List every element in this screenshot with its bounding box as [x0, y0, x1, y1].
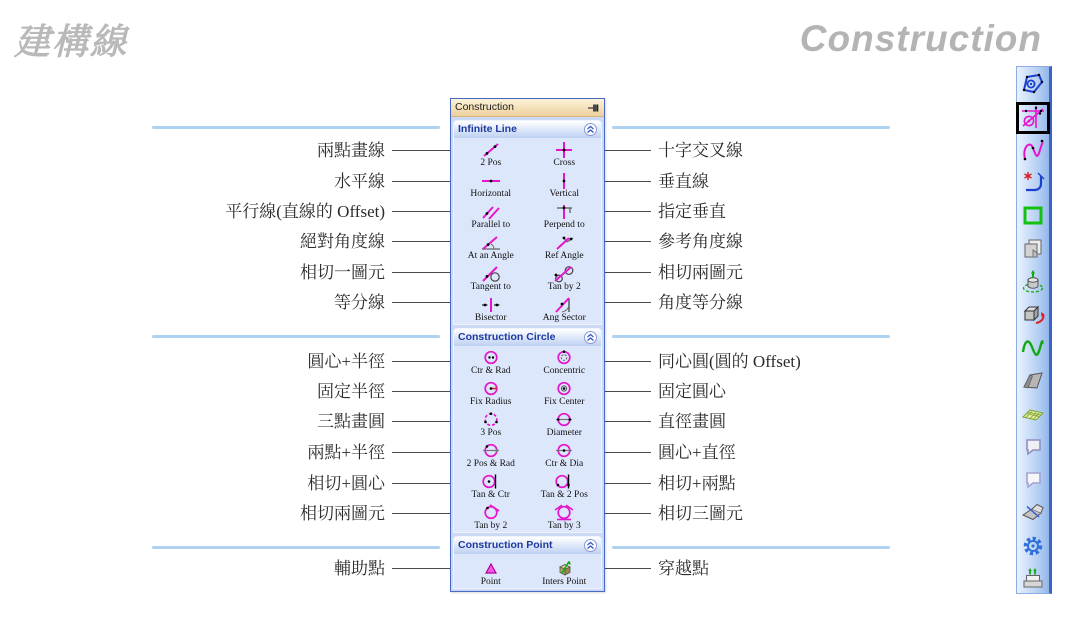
tool-caption: Perpend to [543, 219, 585, 230]
two-pos-rad-icon [478, 442, 504, 460]
fix-center-icon [551, 380, 577, 398]
tool-cross[interactable] [528, 138, 602, 169]
toolbar-callout-note-2-button[interactable] [1019, 468, 1047, 494]
callout-label: 兩點+半徑 [307, 442, 385, 462]
tool-caption: Tangent to [470, 281, 511, 292]
callout-label: 相切+兩點 [658, 473, 736, 493]
tangent-to-icon [478, 265, 504, 283]
tool-tan-by-2[interactable] [528, 262, 602, 293]
toolbar-sketch-polygon-button[interactable] [1019, 72, 1047, 98]
sketch-polygon-icon [1020, 71, 1046, 100]
callout-connector-line [392, 452, 450, 453]
tool-caption: Concentric [543, 365, 586, 376]
callout-connector-line [605, 272, 651, 273]
ctr-dia-icon [551, 442, 577, 460]
chevron-up-icon[interactable] [584, 539, 597, 552]
callout-connector-line [605, 241, 651, 242]
callout-label: 圓心+半徑 [307, 351, 385, 371]
callout-connector-line [392, 513, 450, 514]
callout-connector-line [605, 150, 651, 151]
callout-right-1 [605, 138, 1065, 162]
callout-left-7 [0, 349, 450, 373]
tool-caption: Bisector [474, 312, 507, 323]
right-toolbar [1016, 66, 1052, 594]
tool-horizontal[interactable] [454, 169, 528, 200]
chevron-up-icon[interactable] [584, 123, 597, 136]
callout-connector-line [392, 150, 450, 151]
tool-caption: Diameter [546, 427, 582, 438]
diameter-icon [551, 411, 577, 429]
tool-concentric[interactable] [528, 346, 602, 377]
callout-right-8 [605, 379, 1065, 403]
tool-bisector[interactable] [454, 293, 528, 324]
tan-by-2-icon [551, 265, 577, 283]
callout-label: 相切+圓心 [307, 473, 385, 493]
callout-connector-line [392, 181, 450, 182]
tool-caption: Fix Center [544, 396, 585, 407]
tool-perpend-to[interactable] [528, 200, 602, 231]
tool-tan-by-2-circle[interactable] [454, 501, 528, 532]
section-title: Construction Circle [458, 331, 556, 344]
callout-connector-line [605, 211, 651, 212]
tool-caption: Tan by 2 [474, 520, 508, 531]
ang-sector-icon [551, 296, 577, 314]
page-title-en: Construction [799, 18, 1042, 59]
callout-right-3 [605, 199, 1065, 223]
tool-caption: Tan & Ctr [471, 489, 510, 500]
callout-label: 相切三圖元 [658, 503, 743, 523]
tool-caption: Vertical [549, 188, 580, 199]
tool-caption: Ctr & Rad [470, 365, 511, 376]
callout-note-2-icon [1020, 467, 1046, 496]
tool-point[interactable] [454, 554, 528, 588]
callout-left-4 [0, 229, 450, 253]
callout-label: 相切兩圖元 [658, 262, 743, 282]
rectangle-icon [1020, 203, 1046, 232]
callout-connector-line [392, 421, 450, 422]
tool-caption: Ctr & Dia [545, 458, 584, 469]
callout-connector-line [605, 421, 651, 422]
concentric-icon [551, 349, 577, 367]
callout-connector-line [605, 302, 651, 303]
callout-left-1 [0, 138, 450, 162]
callout-label: 參考角度線 [658, 231, 743, 251]
section-divider-rule [612, 335, 890, 338]
tool-caption: Parallel to [471, 219, 511, 230]
toolbar-spline-button[interactable] [1019, 138, 1047, 164]
at-angle-icon [478, 234, 504, 252]
loft-shape-icon [1020, 368, 1046, 397]
point-icon [478, 560, 504, 578]
panel-section-construction-point [453, 536, 602, 589]
callout-right-2 [605, 169, 1065, 193]
tool-caption: Ang Sector [542, 312, 586, 323]
tool-caption: 2 Pos [480, 157, 502, 168]
tool-two-pos-rad[interactable] [454, 439, 528, 470]
section-divider-rule [152, 546, 440, 549]
callout-left-6 [0, 290, 450, 314]
callout-note-icon [1020, 434, 1046, 463]
callout-left-3 [0, 199, 450, 223]
tool-fix-center[interactable] [528, 377, 602, 408]
callout-label: 相切一圖元 [300, 262, 385, 282]
tool-parallel-to[interactable] [454, 200, 528, 231]
tool-caption: 3 Pos [480, 427, 502, 438]
section-divider-rule [612, 126, 890, 129]
tool-caption: Point [480, 576, 501, 587]
pushpin-icon[interactable] [588, 103, 600, 113]
fix-radius-icon [478, 380, 504, 398]
callout-connector-line [605, 483, 651, 484]
three-pos-icon [478, 411, 504, 429]
section-header[interactable] [453, 536, 602, 554]
callout-label: 三點畫圓 [317, 411, 385, 431]
toolbar-gear-settings-button[interactable] [1019, 534, 1047, 560]
callout-label: 指定垂直 [658, 201, 726, 221]
callout-connector-line [605, 568, 651, 569]
tool-caption: Fix Radius [470, 396, 512, 407]
callout-connector-line [392, 302, 450, 303]
ctr-rad-icon [478, 349, 504, 367]
section-divider-rule [152, 335, 440, 338]
tool-ang-sector[interactable] [528, 293, 602, 324]
callout-label: 兩點畫線 [317, 140, 385, 160]
panel-titlebar[interactable] [451, 99, 604, 117]
tool-diameter[interactable] [528, 408, 602, 439]
cross-icon [551, 141, 577, 159]
panel-section-infinite-line [453, 120, 602, 325]
two-pos-icon [478, 141, 504, 159]
callout-label: 同心圓(圓的 Offset) [658, 351, 801, 371]
toolbar-extrude-button[interactable] [1019, 270, 1047, 296]
parallel-to-icon [478, 203, 504, 221]
gear-settings-icon [1020, 533, 1046, 562]
callout-left-9 [0, 409, 450, 433]
tool-inters-point[interactable] [528, 554, 602, 588]
callout-connector-line [392, 361, 450, 362]
spin-shape-icon [1020, 302, 1046, 331]
callout-label: 等分線 [334, 292, 385, 312]
tool-vertical[interactable] [528, 169, 602, 200]
callout-label: 垂直線 [658, 171, 709, 191]
panel-title: Construction [455, 101, 514, 114]
tan-ctr-icon [478, 473, 504, 491]
callout-connector-line [392, 391, 450, 392]
callout-left-13 [0, 556, 450, 580]
panel-section-construction-circle [453, 328, 602, 533]
tool-two-pos[interactable] [454, 138, 528, 169]
toolbar-callout-note-button[interactable] [1019, 435, 1047, 461]
callout-connector-line [392, 568, 450, 569]
callout-label: 固定半徑 [317, 381, 385, 401]
toolbar-construction-tools-button[interactable] [1019, 105, 1047, 131]
section-header[interactable] [453, 120, 602, 138]
batch-output-icon [1020, 566, 1046, 595]
callout-left-5 [0, 260, 450, 284]
tool-tan-by-3[interactable] [528, 501, 602, 532]
callout-left-8 [0, 379, 450, 403]
callout-label: 絕對角度線 [300, 231, 385, 251]
callout-label: 圓心+直徑 [658, 442, 736, 462]
callout-left-10 [0, 440, 450, 464]
page-title-zh: 建構線 [14, 22, 129, 62]
toolbar-dimension-text-button[interactable] [1019, 171, 1047, 197]
bisector-icon [478, 296, 504, 314]
toolbar-paste-sketch-button[interactable] [1019, 237, 1047, 263]
tool-tan-2pos[interactable] [528, 470, 602, 501]
callout-connector-line [605, 181, 651, 182]
tool-ref-angle[interactable] [528, 231, 602, 262]
construction-tools-icon [1020, 104, 1046, 133]
callout-connector-line [605, 391, 651, 392]
horizontal-icon [478, 172, 504, 190]
tool-caption: Tan & 2 Pos [540, 489, 588, 500]
callout-right-4 [605, 229, 1065, 253]
tool-caption: Ref Angle [544, 250, 584, 261]
section-title: Construction Point [458, 539, 553, 552]
section-divider-rule [612, 546, 890, 549]
tool-caption: 2 Pos & Rad [466, 458, 515, 469]
tool-three-pos[interactable] [454, 408, 528, 439]
callout-label: 相切兩圖元 [300, 503, 385, 523]
tool-ctr-dia[interactable] [528, 439, 602, 470]
tool-fix-radius[interactable] [454, 377, 528, 408]
callout-right-9 [605, 409, 1065, 433]
tool-caption: Horizontal [470, 188, 512, 199]
ref-angle-icon [551, 234, 577, 252]
callout-label: 輔助點 [334, 558, 385, 578]
toolbar-rectangle-button[interactable] [1019, 204, 1047, 230]
tool-ctr-rad[interactable] [454, 346, 528, 377]
section-divider-rule [152, 126, 440, 129]
callout-left-11 [0, 471, 450, 495]
surface-mesh-icon [1020, 401, 1046, 430]
tool-at-angle[interactable] [454, 231, 528, 262]
callout-right-10 [605, 440, 1065, 464]
callout-right-13 [605, 556, 1065, 580]
extrude-icon [1020, 269, 1046, 298]
callout-connector-line [392, 211, 450, 212]
vertical-icon [551, 172, 577, 190]
toolbar-batch-output-button[interactable] [1019, 567, 1047, 593]
callout-right-12 [605, 501, 1065, 525]
callout-connector-line [392, 483, 450, 484]
tool-caption: Tan by 2 [547, 281, 581, 292]
toolbar-spin-shape-button[interactable] [1019, 303, 1047, 329]
sheet-bend-icon [1020, 500, 1046, 529]
callout-left-12 [0, 501, 450, 525]
tool-caption: Cross [553, 157, 576, 168]
tool-caption: Tan by 3 [547, 520, 581, 531]
tan-2pos-icon [551, 473, 577, 491]
tan-by-2-circle-icon [478, 504, 504, 522]
tool-tan-ctr[interactable] [454, 470, 528, 501]
callout-label: 穿越點 [658, 558, 709, 578]
callout-right-7 [605, 349, 1065, 373]
callout-connector-line [605, 361, 651, 362]
tool-tangent-to[interactable] [454, 262, 528, 293]
callout-connector-line [605, 513, 651, 514]
wave-spline-icon [1020, 335, 1046, 364]
toolbar-surface-mesh-button[interactable] [1019, 402, 1047, 428]
callout-connector-line [605, 452, 651, 453]
paste-sketch-icon [1020, 236, 1046, 265]
tan-by-3-icon [551, 504, 577, 522]
chevron-up-icon[interactable] [584, 331, 597, 344]
callout-right-6 [605, 290, 1065, 314]
spline-icon [1020, 137, 1046, 166]
callout-connector-line [392, 272, 450, 273]
tool-caption: Inters Point [542, 576, 587, 587]
callout-left-2 [0, 169, 450, 193]
callout-label: 水平線 [334, 171, 385, 191]
toolbar-wave-spline-button[interactable] [1019, 336, 1047, 362]
callout-label: 直徑畫圓 [658, 411, 726, 431]
callout-label: 固定圓心 [658, 381, 726, 401]
perpend-to-icon [551, 203, 577, 221]
tool-caption: At an Angle [467, 250, 514, 261]
toolbar-loft-shape-button[interactable] [1019, 369, 1047, 395]
inters-point-icon [551, 560, 577, 578]
callout-right-11 [605, 471, 1065, 495]
callout-label: 角度等分線 [658, 292, 743, 312]
dimension-text-icon [1020, 170, 1046, 199]
callout-label: 平行線(直線的 Offset) [225, 201, 385, 221]
callout-right-5 [605, 260, 1065, 284]
construction-panel [450, 98, 605, 592]
section-header[interactable] [453, 328, 602, 346]
callout-label: 十字交叉線 [658, 140, 743, 160]
toolbar-sheet-bend-button[interactable] [1019, 501, 1047, 527]
section-title: Infinite Line [458, 123, 517, 136]
callout-connector-line [392, 241, 450, 242]
